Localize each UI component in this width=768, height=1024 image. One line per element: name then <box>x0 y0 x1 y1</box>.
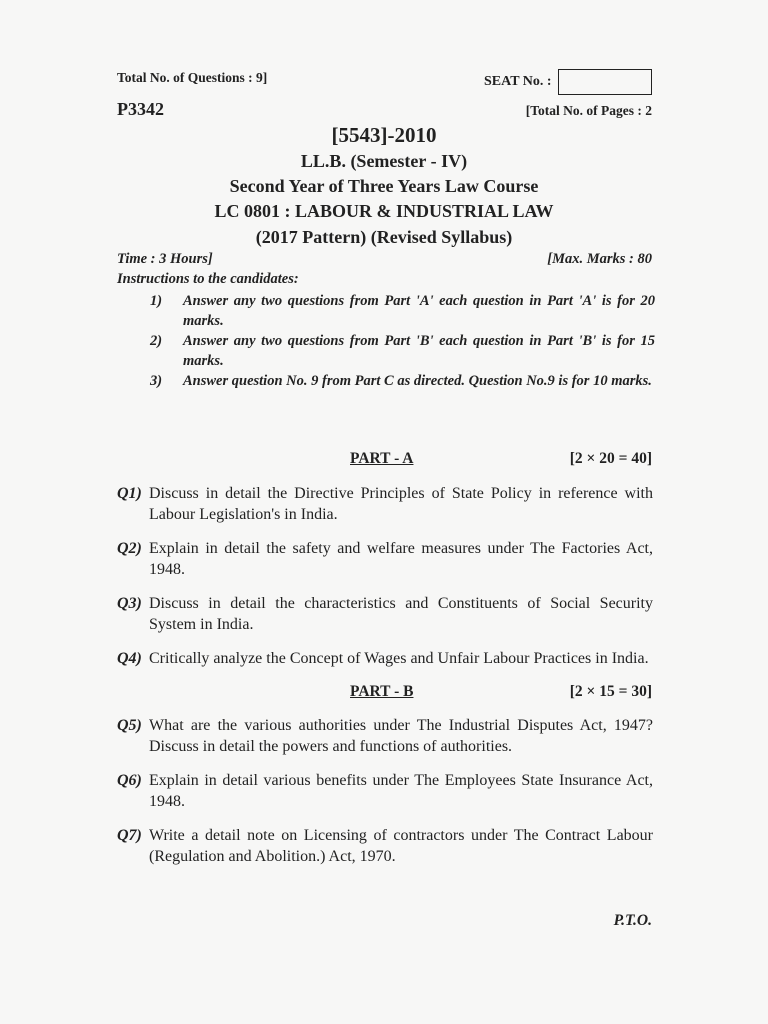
question-number: Q4) <box>117 650 142 667</box>
question-item <box>117 715 653 757</box>
part-a-marks: [2 × 20 = 40] <box>569 450 652 467</box>
instruction-number: 2) <box>150 333 163 349</box>
course-year: Second Year of Three Years Law Course <box>229 176 539 196</box>
question-number: Q5) <box>117 717 142 734</box>
pattern-title: (2017 Pattern) (Revised Syllabus) <box>255 227 513 247</box>
total-pages: [Total No. of Pages : 2 <box>525 103 652 118</box>
instruction-number: 1) <box>150 293 163 309</box>
question-number: Q6) <box>117 772 142 789</box>
question-text: Explain in detail various benefits under The Employees State Insurance Act, 1948. <box>149 772 653 810</box>
paper-code: P3342 <box>117 99 164 119</box>
question-item <box>117 538 653 580</box>
instruction-item <box>150 371 655 391</box>
degree-title: LL.B. (Semester - IV) <box>300 151 468 171</box>
question-number: Q7) <box>117 827 142 844</box>
total-questions: Total No. of Questions : 9] <box>117 70 268 85</box>
instruction-item <box>150 331 655 371</box>
page-turn-over: P.T.O. <box>613 912 652 929</box>
subject-title: LC 0801 : LABOUR & INDUSTRIAL LAW <box>214 201 554 221</box>
max-marks: [Max. Marks : 80 <box>547 251 652 267</box>
seat-no-box[interactable] <box>558 69 652 95</box>
instruction-item <box>150 291 655 331</box>
question-item <box>117 648 653 669</box>
time-allowed: Time : 3 Hours] <box>117 251 213 267</box>
seat-no-label: SEAT No. : <box>484 74 552 89</box>
question-item <box>117 825 653 867</box>
exam-code: [5543]-2010 <box>331 123 437 147</box>
part-b-marks: [2 × 15 = 30] <box>569 683 652 700</box>
instruction-text: Answer any two questions from Part 'B' each question in Part 'B' is for 15 marks. <box>183 333 655 369</box>
instruction-text: Answer any two questions from Part 'A' each question in Part 'A' is for 20 marks. <box>183 293 655 329</box>
question-number: Q1) <box>117 485 142 502</box>
part-b-title: PART - B <box>350 683 414 700</box>
question-item <box>117 593 653 635</box>
instruction-number: 3) <box>150 373 163 389</box>
instruction-text: Answer question No. 9 from Part C as directed. Question No.9 is for 10 marks. <box>183 373 652 389</box>
question-text: Critically analyze the Concept of Wages and Unfair Labour Practices in India. <box>149 650 649 667</box>
question-text: Explain in detail the safety and welfare measures under The Factories Act, 1948. <box>149 540 653 578</box>
part-a-title: PART - A <box>350 450 414 467</box>
question-number: Q3) <box>117 595 142 612</box>
question-text: Write a detail note on Licensing of contractors under The Contract Labour (Regulation and Abolition.) Act, 1970. <box>149 827 653 865</box>
question-number: Q2) <box>117 540 142 557</box>
question-text: Discuss in detail the Directive Principles of State Policy in reference with Labour Legislation's in India. <box>149 485 653 523</box>
question-text: What are the various authorities under The Industrial Disputes Act, 1947? Discuss in detail the powers and functions of authorities. <box>149 717 653 755</box>
question-item <box>117 770 653 812</box>
question-item <box>117 483 653 525</box>
instructions-heading: Instructions to the candidates: <box>117 271 299 287</box>
question-text: Discuss in detail the characteristics and Constituents of Social Security System in India. <box>149 595 653 633</box>
